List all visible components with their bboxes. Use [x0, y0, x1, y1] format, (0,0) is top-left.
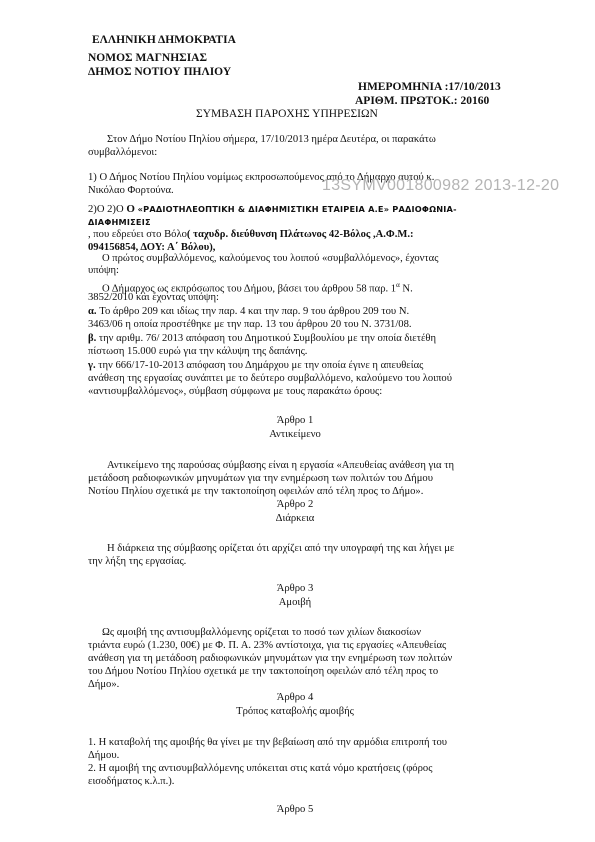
article-1-line-2: μετάδοση ραδιοφωνικών μηνυμάτων για την ενημέρωση των πολιτών του Δήμου: [88, 473, 433, 484]
item-a-line-2: 3463/06 η οποία προστέθηκε με την παρ. 13 του άρθρου 20 του Ν. 3731/08.: [88, 319, 412, 330]
party-2-seat: , που εδρεύει στο Βόλο: [88, 229, 187, 240]
article-1-line-3: Νοτίου Πηλίου σχετικά με την τακτοποίηση οφειλών από τέλη προς το Δήμο».: [88, 486, 424, 497]
article-4-line-4: εισοδήματος κ.λ.π.).: [88, 776, 175, 787]
article-3-subtitle: Αμοιβή: [278, 597, 312, 608]
article-2-line-1: Η διάρκεια της σύμβασης ορίζεται ότι αρχίζει από την υπογραφή της και λήγει με: [107, 543, 455, 554]
article-5-title: Άρθρο 5: [276, 804, 314, 815]
header-municipality: ΔΗΜΟΣ ΝΟΤΙΟΥ ΠΗΛΙΟΥ: [88, 66, 232, 78]
header-date: ΗΜΕΡΟΜΗΝΙΑ :17/10/2013: [358, 81, 501, 93]
item-g-line-1: γ. την 666/17-10-2013 απόφαση του Δημάρχου με την οποία έγινε η απευθείας: [88, 360, 424, 371]
first-party-line-2: υπόψη:: [88, 265, 120, 276]
party-2-line-2: ΔΙΑΦΗΜΙΣΕΙΣ: [88, 217, 151, 227]
intro-line-2: συμβαλλόμενοι:: [88, 147, 158, 158]
item-g-line-2: ανάθεση της εργασίας συνάπτει με το δεύτερο συμβαλλόμενο, καλούμενο του λοιπού: [88, 373, 452, 384]
party-2-prefix: 2)Ο 2)Ο: [88, 204, 124, 215]
article-4-line-2: Δήμου.: [88, 750, 120, 761]
article-2-title: Άρθρο 2: [276, 499, 314, 510]
party-2-line-1: 2)Ο 2)Ο Ο «ΡΑΔΙΟΤΗΛΕΟΠΤΙΚΗ & ΔΙΑΦΗΜΙΣΤΙΚΗ ΕΤΑΙΡΕΙΑ Α.Ε» ΡΑΔΙΟΦΩΝΙΑ-: [88, 203, 457, 215]
article-1-line-1: Αντικείμενο της παρούσας σύμβασης είναι η εργασία «Απευθείας ανάθεση για τη: [107, 460, 455, 471]
header-state: ΕΛΛΗΝΙΚΗ ΔΗΜΟΚΡΑΤΙΑ: [92, 34, 236, 46]
item-a-line-1: α. To άρθρο 209 και ιδίως την παρ. 4 και την παρ. 9 του άρθρου 209 του Ν.: [88, 306, 410, 317]
mayor-line-1: Ο Δήμαρχος ως εκπρόσωπος του Δήμου, βάσει του άρθρου 58 παρ. $1^\alpha$ Ν.: [102, 281, 413, 295]
party-1-line-2: Νικόλαο Φορτούνα.: [88, 185, 174, 196]
article-3-line-3: ανάθεση για τη μετάδοση ραδιοφωνικών μηνυμάτων για την ενημέρωση των πολιτών: [88, 653, 453, 664]
first-party-line-1: Ο πρώτος συμβαλλόμενος, καλούμενος του λοιπού «συμβαλλόμενος», έχοντας: [102, 253, 439, 264]
header-protocol: ΑΡΙΘΜ. ΠΡΩΤΟΚ.: 20160: [355, 95, 490, 107]
item-b-line-1: β. την αριθμ. 76/ 2013 απόφαση του Δημοτικού Συμβουλίου με την οποία διετέθη: [88, 333, 437, 344]
article-1-title: Άρθρο 1: [276, 415, 314, 426]
article-3-line-2: τριάντα ευρώ (1.230, 00€) με Φ. Π. Α. 23% αντίστοιχα, για τις εργασίες «Απευθείας: [88, 640, 447, 651]
article-3-line-4: του Δήμου Νοτίου Πηλίου σχετικά με την τακτοποίηση οφειλών από τέλη προς το: [88, 666, 439, 677]
article-4-line-3: 2. Η αμοιβή της αντισυμβαλλόμενης υπόκειται στις κατά νόμο κρατήσεις (φόρος: [88, 763, 433, 774]
party-2-line-3: [88, 229, 414, 242]
article-4-title: Άρθρο 4: [276, 692, 314, 703]
article-2-subtitle: Διάρκεια: [275, 513, 315, 524]
item-b-line-2: πίστωση 15.000 ευρώ για την κάλυψη της δαπάνης.: [88, 346, 308, 357]
article-2-line-2: την λήξη της εργασίας.: [88, 556, 187, 567]
article-4-subtitle: Τρόπος καταβολής αμοιβής: [236, 706, 354, 717]
party-2-address: ( ταχυδρ. διεύθυνση Πλάτωνος 42-Βόλος ,Α.Φ.Μ.:: [186, 229, 414, 240]
intro-line-1: Στον Δήμο Νοτίου Πηλίου σήμερα, 17/10/2013 ημέρα Δευτέρα, οι παρακάτω: [107, 134, 436, 145]
article-4-line-1: 1. Η καταβολή της αμοιβής θα γίνει με την βεβαίωση από την αρμόδια επιτροπή του: [88, 737, 448, 748]
watermark-stamp: 13SYMV001800982 2013-12-20: [322, 177, 560, 194]
item-g-line-3: «αντισυμβαλλόμενος», σύμβαση σύμφωνα με τους παρακάτω όρους:: [88, 386, 383, 397]
header-prefecture: ΝΟΜΟΣ ΜΑΓΝΗΣΙΑΣ: [88, 52, 207, 64]
article-3-line-1: Ως αμοιβή της αντισυμβαλλόμενης ορίζεται το ποσό των χιλίων διακοσίων: [102, 627, 422, 638]
party-1-line-1: 1) Ο Δήμος Νοτίου Πηλίου νομίμως εκπροσωπούμενος από το Δήμαρχο αυτού κ.: [88, 172, 435, 183]
party-2-name: «ΡΑΔΙΟΤΗΛΕΟΠΤΙΚΗ & ΔΙΑΦΗΜΙΣΤΙΚΗ ΕΤΑΙΡΕΙΑ Α.Ε» ΡΑΔΙΟΦΩΝΙΑ-: [137, 204, 457, 214]
article-3-line-5: Δήμο».: [88, 679, 120, 690]
article-3-title: Άρθρο 3: [276, 583, 314, 594]
mayor-line-2: 3852/2010 και έχοντας υπόψη:: [88, 292, 219, 303]
article-1-subtitle: Αντικείμενο: [269, 429, 321, 440]
document-title: ΣΥΜΒΑΣΗ ΠΑΡΟΧΗΣ ΥΠΗΡΕΣΙΩΝ: [196, 108, 378, 120]
party-2-line-4: 094156854, ΔΟΥ: Α΄ Βόλου),: [88, 242, 216, 253]
